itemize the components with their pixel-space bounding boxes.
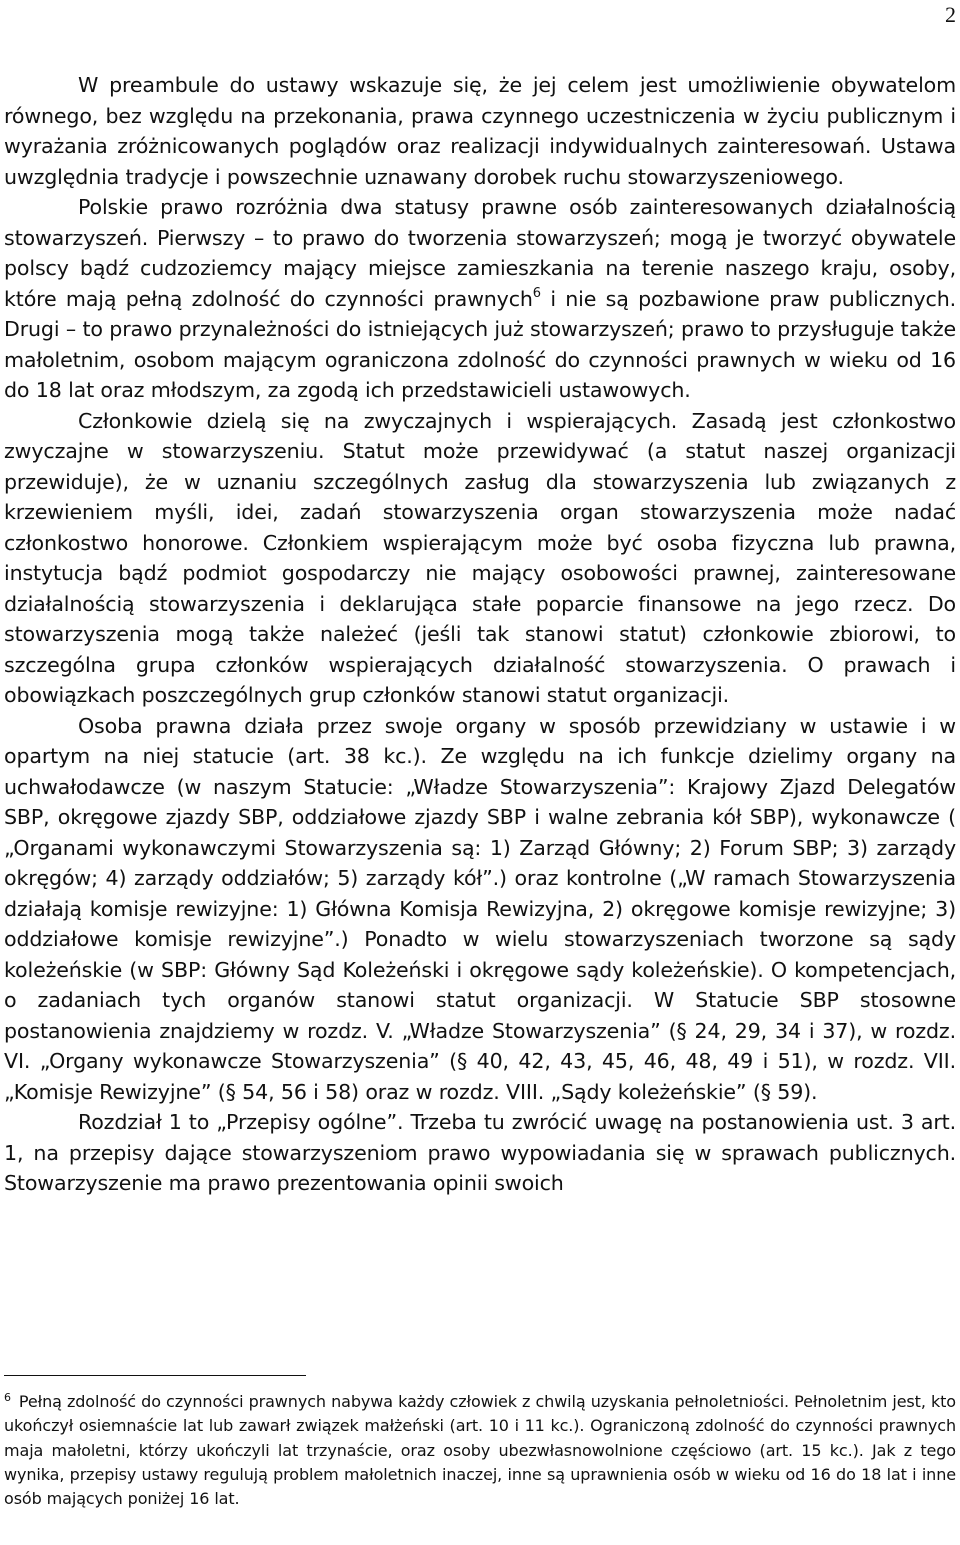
footnote-reference[interactable]: 6 <box>532 285 541 301</box>
paragraph-members: Członkowie dzielą się na zwyczajnych i wspierających. Zasadą jest członkostwo zwyczajne w stowarzyszeniu. Statut może przewidywać (a statut naszej organizacji przewiduje), że w uznaniu szczególnych zasług dla stowarzyszenia lub związanych z krzewieniem myśli, idei, zadań stowarzyszenia organ stowarzyszenia może nadać członkostwo honorowe. Członkiem wspierającym może być osoba fizyczna lub prawna, instytucja bądź podmiot gospodarczy nie mający osobowości prawnej, zainteresowane działalnością stowarzyszenia i deklarująca stałe poparcie finansowe na jego rzecz. Do stowarzyszenia mogą także należeć (jeśli tak stanowi statut) członkowie zbiorowi, to szczególna grupa członków wspierających działalność stowarzyszenia. O prawach i obowiązkach poszczególnych grup członków stanowi statut organizacji. <box>4 408 956 707</box>
body-text <box>4 70 956 1199</box>
page-number: 2 <box>945 2 956 27</box>
footnote-text: Pełną zdolność do czynności prawnych nabywa każdy człowiek z chwilą uzyskania pełnoletniości. Pełnoletnim jest, kto ukończył osiemnaście lat lub zawarł związek małżeński (art. 10 i 11 kc.). Ograniczoną zdolność do czynności prawnych maja małoletni, którzy ukończyli lat trzynaście, oraz osoby ubezwłasnowolnione częściowo (art. 15 kc.). Jak z tego wynika, przepisy ustawy regulują problem małoletnich inaczej, inne są uprawnienia osób w wieku od 16 do 18 lat i inne osób mających poniżej 16 lat. <box>4 1392 956 1509</box>
paragraph-text: Polskie prawo rozróżnia dwa statusy prawne osób zainteresowanych działalnością stowarzyszeń. Pierwszy – to prawo do tworzenia stowarzyszeń; mogą je tworzyć obywatele polscy bądź cudzoziemcy mający miejsce zamieszkania na terenie naszego kraju, osoby, które mają pełną zdolność do czynności prawnych <box>4 195 956 311</box>
footnote-separator <box>4 1375 306 1376</box>
footnotes <box>4 1390 956 1511</box>
paragraph-text-continued: i nie są pozbawione praw publicznych. Drugi – to prawo przynależności do istniejących już stowarzyszeń; prawo to przysługuje także małoletnim, osobom mającym ograniczona zdolność do czynności prawnych w wieku od 16 do 18 lat oraz młodszym, za zgodą ich przedstawicieli ustawowych. <box>4 286 956 402</box>
footnote-number: 6 <box>4 1391 11 1404</box>
paragraph-organs: Osoba prawna działa przez swoje organy w sposób przewidziany w ustawie i w opartym na niej statucie (art. 38 kc.). Ze względu na ich funkcje dzielimy organy na uchwałodawcze (w naszym Statucie: „Władze Stowarzyszenia”: Krajowy Zjazd Delegatów SBP, okręgowe zjazdy SBP, oddziałowe zjazdy SBP i walne zebrania kół SBP), wykonawcze ( „Organami wykonawczymi Stowarzyszenia są: 1) Zarząd Główny; 2) Forum SBP; 3) zarządy okręgów; 4) zarządy oddziałów; 5) zarządy kół”.) oraz kontrolne („W ramach Stowarzyszenia działają komisje rewizyjne: 1) Główna Komisja Rewizyjna, 2) okręgowe komisje rewizyjne; 3) oddziałowe komisje rewizyjne”.) Ponadto w wielu stowarzyszeniach tworzone są sądy koleżeńskie (w SBP: Główny Sąd Koleżeński i okręgowe sądy koleżeńskie). O kompetencjach, o zadaniach tych organów stanowi statut organizacji. W Statucie SBP stosowne postanowienia znajdziemy w rozdz. V. „Władze Stowarzyszenia” (§ 24, 29, 34 i 37), w rozdz. VI. „Organy wykonawcze Stowarzyszenia” (§ 40, 42, 43, 45, 46, 48, 49 i 51), w rozdz. VII. „Komisje Rewizyjne” (§ 54, 56 i 58) oraz w rozdz. VIII. „Sądy koleżeńskie” (§ 59). <box>4 713 956 1104</box>
paragraph-chapter-1: Rozdział 1 to „Przepisy ogólne”. Trzeba tu zwrócić uwagę na postanowienia ust. 3 art. 1, na przepisy dające stowarzyszeniom prawo wypowiadania się w sprawach publicznych. Stowarzyszenie ma prawo prezentowania opinii swoich <box>4 1110 956 1195</box>
footnote <box>4 1390 956 1511</box>
paragraph-preamble: W preambule do ustawy wskazuje się, że jej celem jest umożliwienie obywatelom równego, bez względu na przekonania, prawa czynnego uczestniczenia w życiu publicznym i wyrażania zróżnicowanych poglądów oraz realizacji indywidualnych zainteresowań. Ustawa uwzględnia tradycje i powszechnie uznawany dorobek ruchu stowarzyszeniowego. <box>4 73 956 189</box>
paragraph-legal-status <box>4 192 956 406</box>
